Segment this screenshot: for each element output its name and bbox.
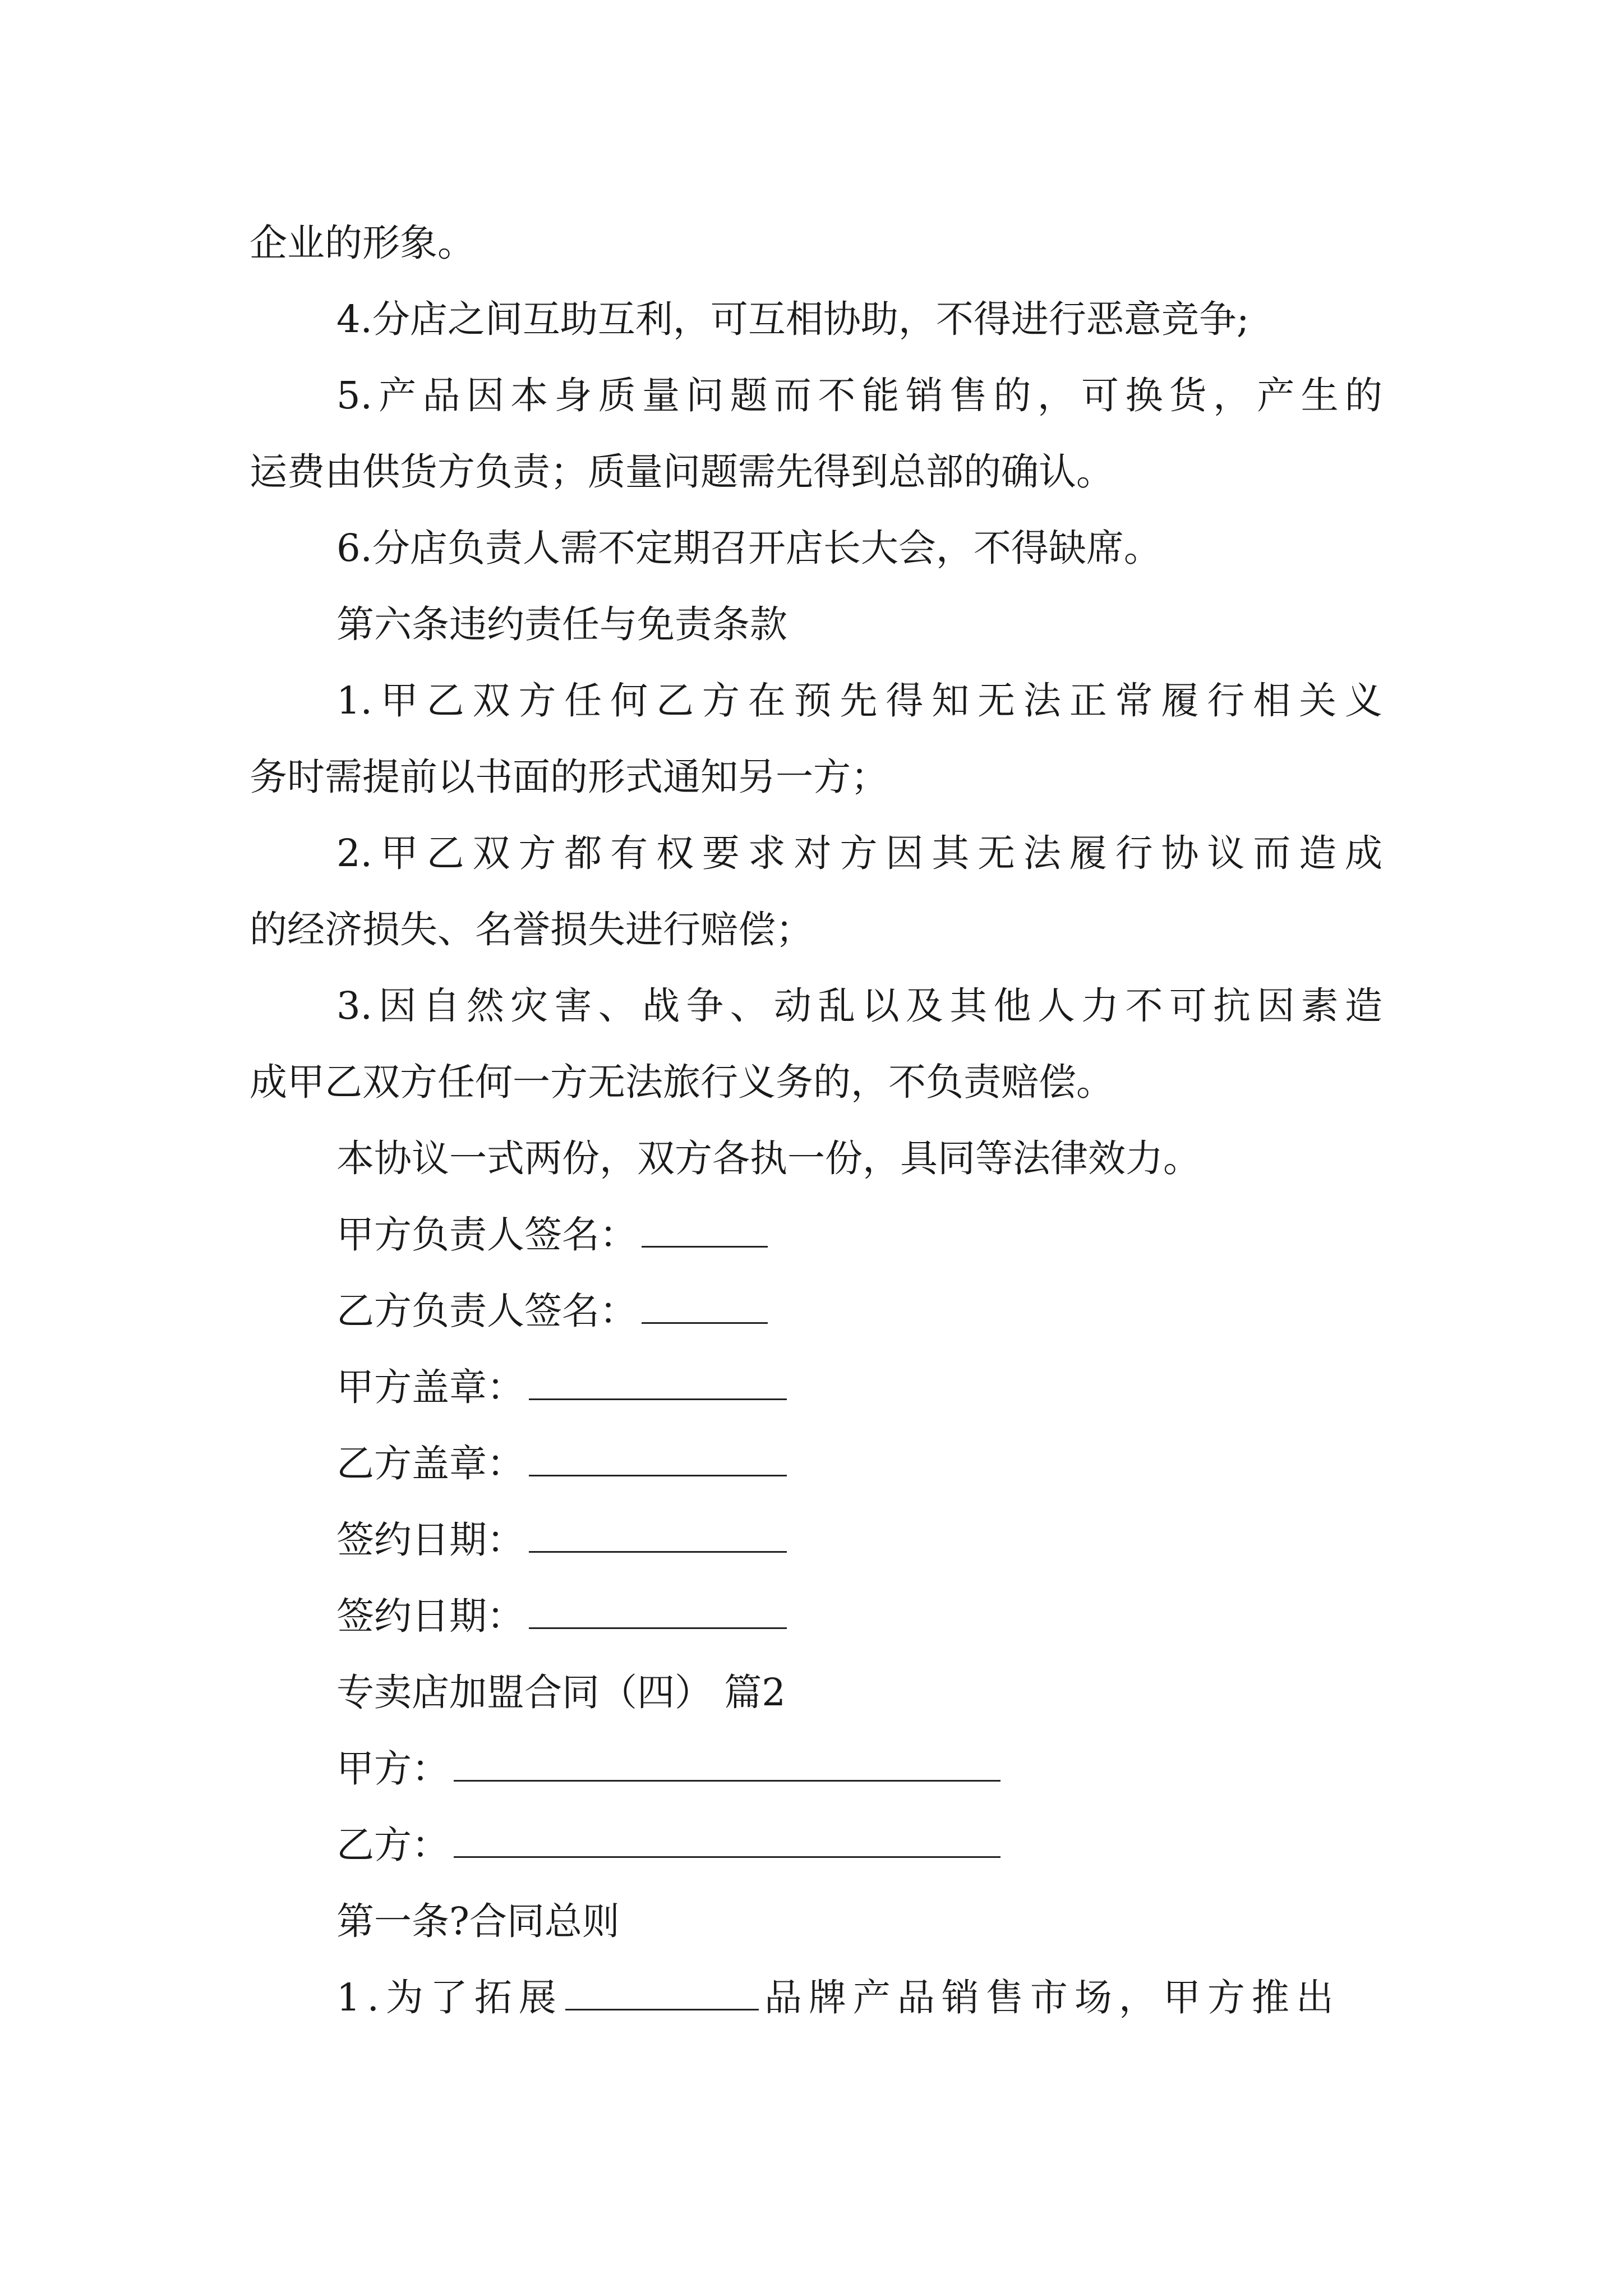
seal-blank: [529, 1393, 787, 1400]
date-blank: [529, 1545, 787, 1553]
text-line: 的经济损失、名誉损失进行赔偿；: [250, 908, 813, 951]
signature-blank: [642, 1240, 768, 1248]
text-line: 运费由供货方负责；质量问题需先得到总部的确认。: [250, 450, 1114, 494]
text-line: 1.甲乙双方任何乙方在预先得知无法正常履行相关义: [336, 679, 1382, 723]
party-field: 乙方：: [336, 1820, 1000, 1870]
party-field: 甲方：: [336, 1743, 1000, 1794]
section-title: 专卖店加盟合同（四） 篇2: [336, 1671, 786, 1714]
date-blank: [529, 1622, 787, 1629]
clause-line: 1.为了拓展 品牌产品销售市场，甲方推出: [336, 1976, 1340, 2019]
seal-field: 乙方盖章：: [336, 1438, 787, 1489]
text-line: 3.因自然灾害、战争、动乱以及其他人力不可抗因素造: [336, 984, 1382, 1028]
text-line: 2.甲乙双方都有权要求对方因其无法履行协议而造成: [336, 831, 1382, 875]
text-line: 5.产品因本身质量问题而不能销售的，可换货，产生的: [336, 374, 1382, 417]
text-line: 企业的形象。: [250, 221, 475, 265]
section-heading: 第六条违约责任与免责条款: [336, 602, 787, 646]
seal-field: 甲方盖章：: [336, 1362, 787, 1412]
text-line: 成甲乙双方任何一方无法旅行义务的，不负责赔偿。: [250, 1060, 1114, 1104]
party-blank: [454, 1851, 1000, 1858]
signature-blank: [642, 1317, 768, 1324]
signature-field: 甲方负责人签名：: [336, 1209, 768, 1260]
party-blank: [454, 1774, 1000, 1782]
date-field: 签约日期：: [336, 1591, 787, 1641]
text-line: 务时需提前以书面的形式通知另一方；: [250, 755, 888, 799]
text-line: 6.分店负责人需不定期召开店长大会，不得缺席。: [336, 526, 1161, 570]
text-line: 本协议一式两份，双方各执一份，具同等法律效力。: [336, 1137, 1201, 1180]
date-field: 签约日期：: [336, 1515, 787, 1565]
brand-blank: [565, 2003, 759, 2010]
signature-field: 乙方负责人签名：: [336, 1286, 768, 1336]
seal-blank: [529, 1469, 787, 1476]
article-heading: 第一条?合同总则: [336, 1899, 620, 1943]
text-line: 4.分店之间互助互利，可互相协助，不得进行恶意竞争;: [336, 297, 1249, 341]
